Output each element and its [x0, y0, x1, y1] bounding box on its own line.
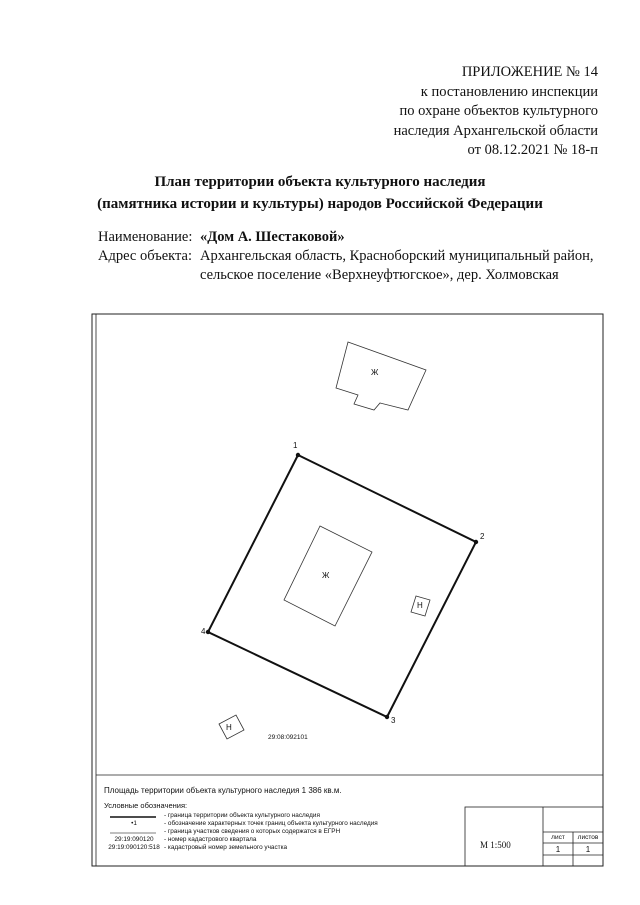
point-2-marker [474, 540, 478, 544]
sheet-header: лист [551, 834, 565, 841]
legend-item-parcels [104, 828, 340, 835]
legend-item-points [104, 820, 378, 827]
structure-east-label: Н [417, 601, 423, 610]
point-3-marker [385, 715, 389, 719]
point-2-label: 2 [480, 532, 485, 541]
territory-boundary [208, 455, 476, 717]
cadastral-quarter: 29:08:092101 [268, 734, 308, 741]
sheet-number: 1 [555, 845, 561, 854]
point-3-label: 3 [391, 716, 396, 725]
address-row [98, 247, 600, 285]
document-title [0, 171, 640, 215]
legend-text: - граница участков сведения о которых содержатся в ЕГРН [164, 828, 341, 835]
title-line-2: (памятника истории и культуры) народов Российской Федерации [97, 196, 543, 212]
legend-item-quarter [104, 836, 256, 843]
point-1-marker [296, 453, 300, 457]
appendix-block [368, 63, 598, 161]
point-4-label: 4 [201, 627, 206, 636]
appendix-number: ПРИЛОЖЕНИЕ № 14 [461, 64, 598, 80]
legend-text: - кадастровый номер земельного участка [164, 844, 288, 851]
name-label: Наименование: [98, 229, 193, 245]
monument-building-label: Ж [322, 571, 330, 580]
appendix-date-number: от 08.12.2021 № 18-п [467, 142, 598, 158]
appendix-line-3: по охране объектов культурного [399, 103, 598, 119]
building-north-outline [336, 342, 426, 410]
scale-label: М 1:500 [480, 840, 511, 850]
object-properties [98, 228, 600, 285]
legend-title: Условные обозначения: [104, 801, 188, 810]
legend-text: - граница территории объекта культурного наследия [164, 812, 320, 819]
legend-key: •1 [131, 820, 137, 827]
legend-item-parcel-number [104, 844, 287, 851]
sheets-count: 1 [585, 845, 591, 854]
address-label: Адрес объекта: [98, 248, 192, 264]
building-north-label: Ж [371, 368, 379, 377]
legend-text: - номер кадастрового квартала [164, 836, 257, 843]
title-line-1: План территории объекта культурного наследия [154, 174, 486, 190]
plan-frame [92, 314, 603, 866]
sheets-header: листов [577, 834, 599, 841]
legend-key [104, 828, 164, 835]
legend-key [104, 812, 164, 819]
appendix-line-4: наследия Архангельской области [393, 122, 598, 139]
legend-item-boundary [104, 812, 320, 819]
point-4-marker [206, 630, 210, 634]
site-plan [88, 310, 608, 870]
legend-key: 29:19:090120 [114, 836, 154, 843]
legend-key: 29:19:090120:518 [108, 844, 160, 851]
area-text: Площадь территории объекта культурного наследия 1 386 кв.м. [104, 786, 342, 795]
object-name: «Дом А. Шестаковой» [200, 229, 345, 245]
appendix-line-2: к постановлению инспекции [420, 83, 598, 100]
name-row [98, 228, 600, 247]
point-1-label: 1 [293, 441, 298, 450]
object-address: Архангельская область, Красноборский муниципальный район, сельское поселение «Верхнеуфтюгское», дер. Холмовская [200, 248, 594, 283]
legend-text: - обозначение характерных точек границ объекта культурного наследия [164, 820, 378, 827]
structure-southwest-label: Н [226, 723, 232, 732]
